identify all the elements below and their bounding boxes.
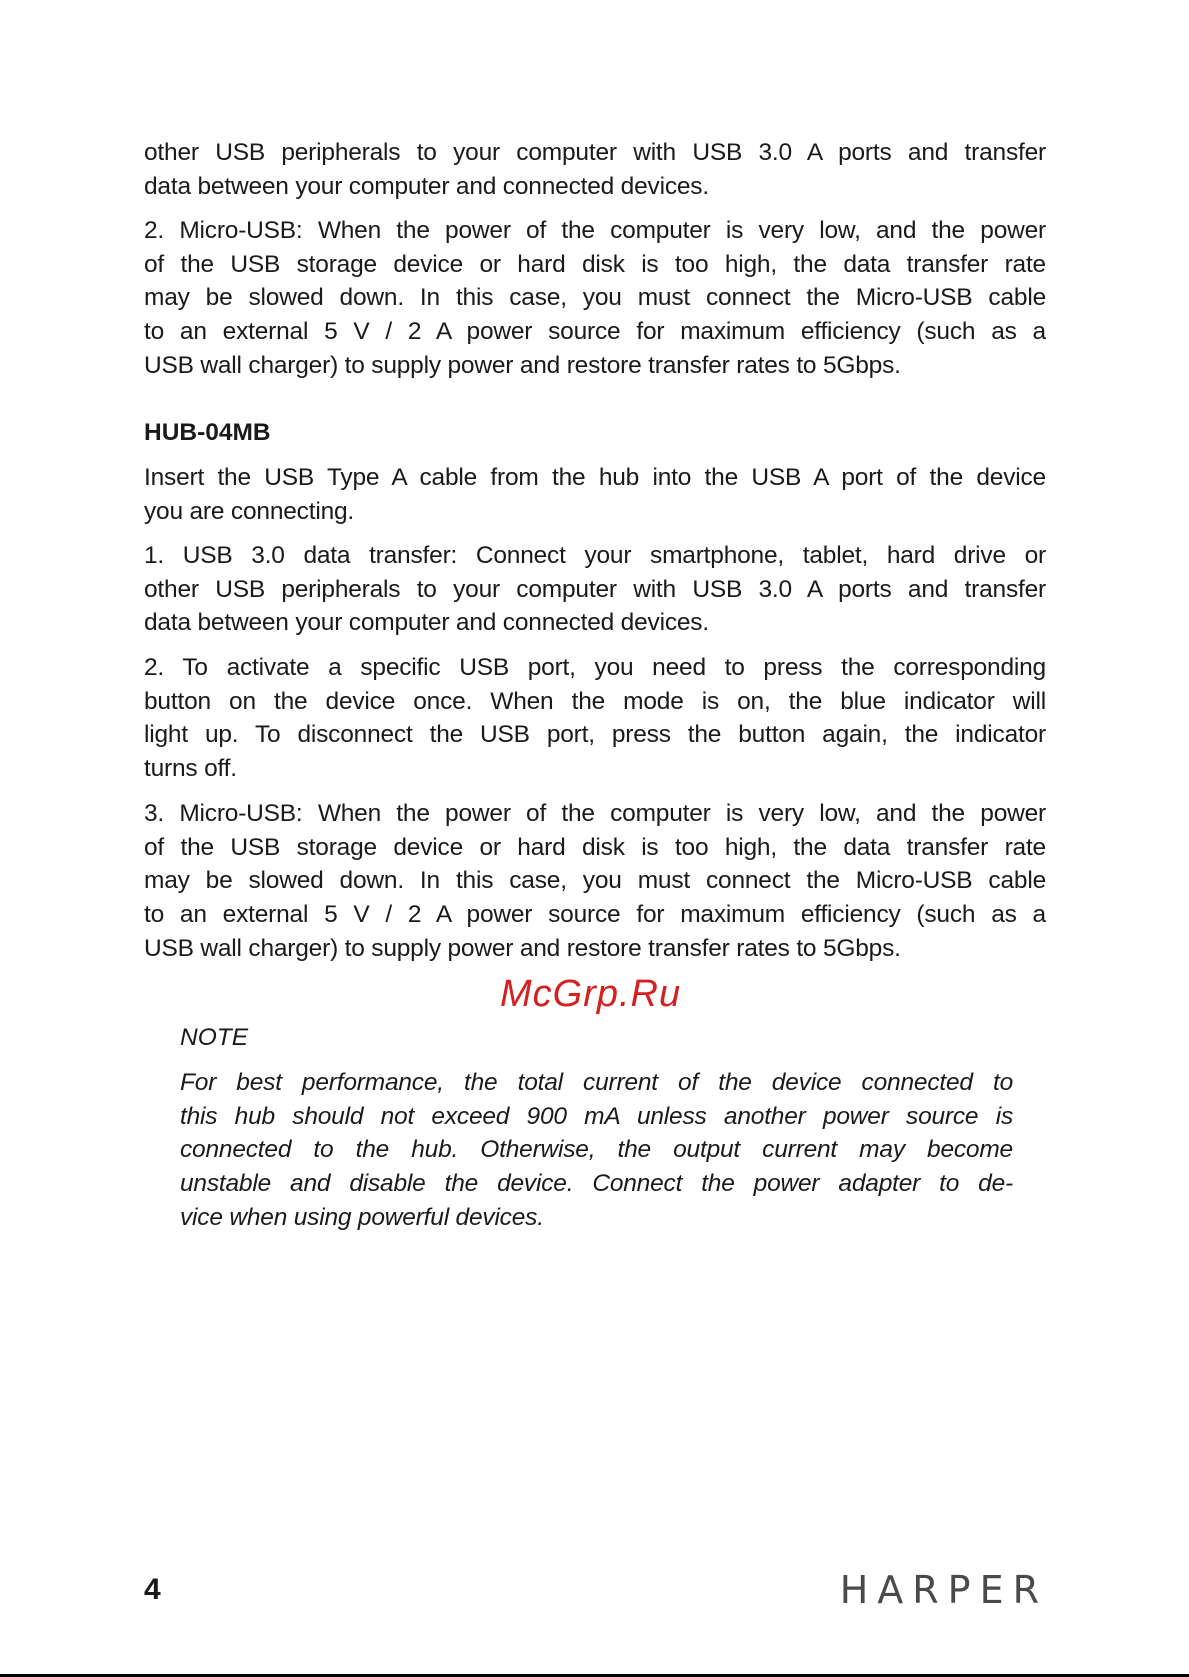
text-line: of the USB storage device or hard disk is too high, the data transfer rate (144, 250, 1046, 278)
text-line: vice when using powerful devices. (180, 1203, 544, 1231)
text-line: of the USB storage device or hard disk is too high, the data transfer rate (144, 833, 1046, 861)
harper-logo: HARPER (839, 1568, 1048, 1612)
paragraph-micro-usb-2 (144, 797, 1046, 965)
paragraph-micro-usb (144, 214, 1046, 382)
text-line: to an external 5 V / 2 A power source for maximum efficiency (such as a (144, 318, 1046, 346)
paragraph-insert (144, 461, 1046, 528)
text-line: data between your computer and connected devices. (144, 609, 709, 637)
text-line: button on the device once. When the mode is on, the blue indicator will (144, 687, 1046, 715)
text-line: other USB peripherals to your computer with USB 3.0 A ports and transfer (144, 139, 1046, 166)
text-line: data between your computer and connected devices. (144, 172, 709, 200)
text-line: this hub should not exceed 900 mA unless another power source is (180, 1102, 1013, 1130)
paragraph-usb-transfer-cont (144, 136, 1046, 203)
page-number: 4 (144, 1573, 161, 1606)
text-line: other USB peripherals to your computer with USB 3.0 A ports and transfer (144, 575, 1046, 603)
text-line: Insert the USB Type A cable from the hub into the USB A port of the device (144, 464, 1046, 491)
text-line: USB wall charger) to supply power and restore transfer rates to 5Gbps. (144, 351, 901, 379)
paragraph-usb-transfer (144, 539, 1046, 640)
text-line: 3. Micro-USB: When the power of the computer is very low, and the power (144, 800, 1046, 827)
watermark: McGrp.Ru (500, 973, 682, 1015)
text-line: USB wall charger) to supply power and restore transfer rates to 5Gbps. (144, 934, 901, 962)
text-line: 2. To activate a specific USB port, you need to press the corresponding (144, 654, 1046, 681)
text-line: may be slowed down. In this case, you must connect the Micro-USB cable (144, 867, 1046, 895)
note-body (180, 1066, 1013, 1234)
text-line: 1. USB 3.0 data transfer: Connect your smartphone, tablet, hard drive or (144, 542, 1046, 569)
text-line: you are connecting. (144, 497, 355, 525)
text-line: unstable and disable the device. Connect the power adapter to de- (180, 1170, 1013, 1198)
paragraph-activate-port (144, 651, 1046, 786)
text-line: turns off. (144, 755, 237, 783)
note-title: NOTE (180, 1024, 249, 1051)
text-line: light up. To disconnect the USB port, press the button again, the indicator (144, 721, 1046, 749)
text-line: For best performance, the total current of the device connected to (180, 1069, 1013, 1096)
text-line: 2. Micro-USB: When the power of the computer is very low, and the power (144, 217, 1046, 244)
text-line: may be slowed down. In this case, you must connect the Micro-USB cable (144, 284, 1046, 312)
section-heading: HUB-04MB (144, 419, 271, 446)
text-line: connected to the hub. Otherwise, the output current may become (180, 1136, 1013, 1164)
text-line: to an external 5 V / 2 A power source for maximum efficiency (such as a (144, 901, 1046, 929)
